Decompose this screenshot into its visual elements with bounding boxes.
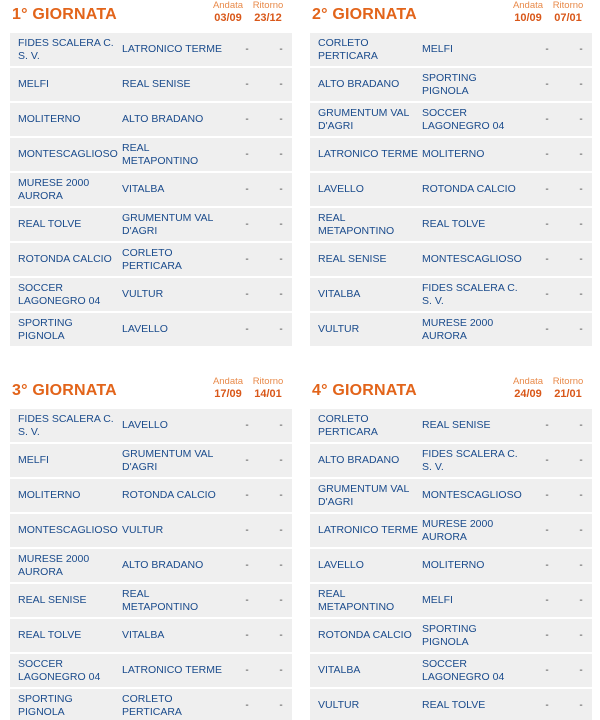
score-andata: -	[245, 184, 249, 195]
andata-label: Andata	[212, 0, 244, 11]
score-andata: -	[245, 289, 249, 300]
away-team: GRUMENTUM VAL D'AGRI	[122, 447, 214, 473]
ritorno-date: 14/01	[254, 388, 282, 400]
away-team: REAL SENISE	[422, 419, 491, 431]
home-team: CORLETO PERTICARA	[318, 412, 378, 438]
andata-column	[208, 0, 248, 25]
match-row	[310, 313, 592, 346]
match-row	[310, 444, 592, 477]
match-row	[310, 243, 592, 276]
away-team: LATRONICO TERME	[122, 43, 222, 55]
round-panel	[10, 376, 292, 720]
score-andata: -	[245, 490, 249, 501]
score-andata: -	[245, 595, 249, 606]
score-ritorno: -	[579, 324, 583, 335]
home-team: REAL TOLVE	[18, 218, 82, 230]
match-row	[310, 173, 592, 206]
away-team: GRUMENTUM VAL D'AGRI	[122, 211, 214, 237]
match-row	[10, 444, 292, 477]
score-ritorno: -	[579, 289, 583, 300]
away-team: ROTONDA CALCIO	[122, 489, 216, 501]
home-team: GRUMENTUM VAL D'AGRI	[318, 482, 410, 508]
away-team: VULTUR	[122, 288, 164, 300]
match-row	[310, 208, 592, 241]
andata-label: Andata	[512, 376, 544, 387]
match-row	[10, 689, 292, 720]
away-team: MELFI	[422, 43, 453, 55]
score-ritorno: -	[279, 525, 283, 536]
match-row	[310, 33, 592, 66]
andata-column	[508, 376, 548, 401]
score-andata: -	[545, 184, 549, 195]
home-team: SOCCER LAGONEGRO 04	[18, 281, 101, 307]
home-team: LATRONICO TERME	[318, 148, 418, 160]
score-ritorno: -	[579, 79, 583, 90]
match-row	[310, 68, 592, 101]
andata-label: Andata	[212, 376, 244, 387]
score-andata: -	[545, 455, 549, 466]
match-row	[10, 103, 292, 136]
match-row	[310, 584, 592, 617]
score-andata: -	[245, 324, 249, 335]
home-team: ALTO BRADANO	[318, 78, 400, 90]
round-title: 2° GIORNATA	[312, 6, 417, 23]
round-panel	[10, 0, 292, 348]
home-team: VULTUR	[318, 699, 360, 711]
score-andata: -	[545, 149, 549, 160]
match-row	[10, 514, 292, 547]
score-ritorno: -	[279, 254, 283, 265]
score-ritorno: -	[579, 114, 583, 125]
away-team: CORLETO PERTICARA	[122, 692, 182, 718]
score-andata: -	[545, 560, 549, 571]
ritorno-label: Ritorno	[252, 0, 284, 11]
match-row	[310, 514, 592, 547]
score-andata: -	[245, 560, 249, 571]
away-team: CORLETO PERTICARA	[122, 246, 182, 272]
score-ritorno: -	[279, 665, 283, 676]
away-team: LATRONICO TERME	[122, 664, 222, 676]
ritorno-date: 21/01	[554, 388, 582, 400]
ritorno-date: 23/12	[254, 12, 282, 24]
score-andata: -	[545, 490, 549, 501]
andata-date: 24/09	[514, 388, 542, 400]
score-ritorno: -	[279, 455, 283, 466]
round-header	[10, 0, 292, 32]
match-row	[10, 138, 292, 171]
andata-date: 03/09	[214, 12, 242, 24]
away-team: VULTUR	[122, 524, 164, 536]
away-team: ROTONDA CALCIO	[422, 183, 516, 195]
andata-column	[508, 0, 548, 25]
andata-date: 17/09	[214, 388, 242, 400]
match-row	[310, 479, 592, 512]
match-row	[10, 619, 292, 652]
away-team: REAL SENISE	[122, 78, 191, 90]
away-team: REAL TOLVE	[422, 218, 486, 230]
score-ritorno: -	[579, 665, 583, 676]
away-team: MELFI	[422, 594, 453, 606]
match-row	[310, 549, 592, 582]
ritorno-column	[248, 376, 288, 401]
score-andata: -	[545, 79, 549, 90]
match-row	[10, 409, 292, 442]
score-ritorno: -	[579, 630, 583, 641]
score-ritorno: -	[279, 219, 283, 230]
home-team: REAL METAPONTINO	[318, 211, 395, 237]
score-andata: -	[545, 114, 549, 125]
score-ritorno: -	[279, 79, 283, 90]
match-row	[10, 33, 292, 66]
away-team: LAVELLO	[122, 323, 168, 335]
score-andata: -	[245, 79, 249, 90]
match-row	[10, 584, 292, 617]
score-ritorno: -	[579, 560, 583, 571]
ritorno-label: Ritorno	[552, 0, 584, 11]
match-row	[10, 173, 292, 206]
home-team: VITALBA	[318, 288, 361, 300]
score-ritorno: -	[279, 420, 283, 431]
ritorno-date: 07/01	[554, 12, 582, 24]
home-team: MONTESCAGLIOSO	[18, 148, 118, 160]
home-team: SPORTING PIGNOLA	[18, 316, 73, 342]
home-team: FIDES SCALERA C. S. V.	[18, 412, 114, 438]
match-row	[10, 208, 292, 241]
score-ritorno: -	[279, 490, 283, 501]
ritorno-column	[248, 0, 288, 25]
home-team: REAL TOLVE	[18, 629, 82, 641]
match-row	[310, 103, 592, 136]
score-ritorno: -	[579, 44, 583, 55]
score-andata: -	[545, 219, 549, 230]
away-team: FIDES SCALERA C. S. V.	[422, 281, 518, 307]
home-team: MELFI	[18, 454, 49, 466]
away-team: SPORTING PIGNOLA	[422, 71, 477, 97]
score-ritorno: -	[579, 184, 583, 195]
home-team: MURESE 2000 AURORA	[18, 176, 90, 202]
away-team: REAL TOLVE	[422, 699, 486, 711]
score-ritorno: -	[579, 420, 583, 431]
home-team: LAVELLO	[318, 183, 364, 195]
home-team: MELFI	[18, 78, 49, 90]
match-row	[10, 278, 292, 311]
match-row	[10, 549, 292, 582]
score-ritorno: -	[579, 149, 583, 160]
home-team: REAL METAPONTINO	[318, 587, 395, 613]
match-row	[310, 619, 592, 652]
match-row	[10, 313, 292, 346]
home-team: FIDES SCALERA C. S. V.	[18, 36, 114, 62]
away-team: REAL METAPONTINO	[122, 141, 199, 167]
score-andata: -	[545, 665, 549, 676]
home-team: MONTESCAGLIOSO	[18, 524, 118, 536]
home-team: MOLITERNO	[18, 489, 81, 501]
home-team: LATRONICO TERME	[318, 524, 418, 536]
home-team: REAL SENISE	[318, 253, 387, 265]
score-andata: -	[545, 289, 549, 300]
score-andata: -	[545, 700, 549, 711]
round-header	[310, 0, 592, 32]
away-team: MURESE 2000 AURORA	[422, 517, 494, 543]
ritorno-label: Ritorno	[252, 376, 284, 387]
away-team: MOLITERNO	[422, 559, 485, 571]
match-row	[10, 654, 292, 687]
away-team: SOCCER LAGONEGRO 04	[422, 657, 505, 683]
away-team: REAL METAPONTINO	[122, 587, 199, 613]
away-team: SPORTING PIGNOLA	[422, 622, 477, 648]
round-header	[310, 376, 592, 408]
ritorno-label: Ritorno	[552, 376, 584, 387]
score-andata: -	[545, 324, 549, 335]
home-team: SOCCER LAGONEGRO 04	[18, 657, 101, 683]
away-team: MURESE 2000 AURORA	[422, 316, 494, 342]
andata-label: Andata	[512, 0, 544, 11]
score-andata: -	[245, 44, 249, 55]
score-andata: -	[545, 595, 549, 606]
match-row	[10, 479, 292, 512]
away-team: ALTO BRADANO	[122, 113, 204, 125]
score-ritorno: -	[579, 219, 583, 230]
match-row	[310, 654, 592, 687]
home-team: SPORTING PIGNOLA	[18, 692, 73, 718]
round-title: 4° GIORNATA	[312, 382, 417, 399]
match-row	[310, 409, 592, 442]
home-team: ROTONDA CALCIO	[18, 253, 112, 265]
score-andata: -	[245, 219, 249, 230]
score-ritorno: -	[279, 560, 283, 571]
round-title: 3° GIORNATA	[12, 382, 117, 399]
away-team: ALTO BRADANO	[122, 559, 204, 571]
score-andata: -	[245, 700, 249, 711]
score-ritorno: -	[279, 630, 283, 641]
match-row	[10, 68, 292, 101]
score-ritorno: -	[279, 114, 283, 125]
score-ritorno: -	[279, 184, 283, 195]
andata-column	[208, 376, 248, 401]
andata-date: 10/09	[514, 12, 542, 24]
score-andata: -	[245, 665, 249, 676]
ritorno-column	[548, 376, 588, 401]
home-team: ROTONDA CALCIO	[318, 629, 412, 641]
match-row	[310, 689, 592, 720]
score-andata: -	[545, 630, 549, 641]
away-team: VITALBA	[122, 183, 165, 195]
score-andata: -	[245, 254, 249, 265]
round-header	[10, 376, 292, 408]
home-team: VULTUR	[318, 323, 360, 335]
score-andata: -	[545, 44, 549, 55]
home-team: ALTO BRADANO	[318, 454, 400, 466]
away-team: MOLITERNO	[422, 148, 485, 160]
away-team: FIDES SCALERA C. S. V.	[422, 447, 518, 473]
score-ritorno: -	[279, 289, 283, 300]
score-andata: -	[245, 420, 249, 431]
home-team: VITALBA	[318, 664, 361, 676]
score-andata: -	[245, 114, 249, 125]
score-andata: -	[245, 149, 249, 160]
score-ritorno: -	[279, 324, 283, 335]
round-panel	[310, 376, 592, 720]
away-team: MONTESCAGLIOSO	[422, 253, 522, 265]
home-team: GRUMENTUM VAL D'AGRI	[318, 106, 410, 132]
round-title: 1° GIORNATA	[12, 6, 117, 23]
score-ritorno: -	[279, 700, 283, 711]
score-andata: -	[245, 455, 249, 466]
round-panel	[310, 0, 592, 348]
score-ritorno: -	[579, 490, 583, 501]
home-team: MURESE 2000 AURORA	[18, 552, 90, 578]
away-team: VITALBA	[122, 629, 165, 641]
away-team: LAVELLO	[122, 419, 168, 431]
match-row	[310, 278, 592, 311]
score-ritorno: -	[579, 525, 583, 536]
score-andata: -	[245, 630, 249, 641]
away-team: MONTESCAGLIOSO	[422, 489, 522, 501]
score-ritorno: -	[279, 44, 283, 55]
score-ritorno: -	[579, 595, 583, 606]
home-team: MOLITERNO	[18, 113, 81, 125]
ritorno-column	[548, 0, 588, 25]
home-team: LAVELLO	[318, 559, 364, 571]
score-ritorno: -	[279, 595, 283, 606]
score-andata: -	[245, 525, 249, 536]
home-team: REAL SENISE	[18, 594, 87, 606]
home-team: CORLETO PERTICARA	[318, 36, 378, 62]
score-ritorno: -	[279, 149, 283, 160]
score-andata: -	[545, 254, 549, 265]
away-team: SOCCER LAGONEGRO 04	[422, 106, 505, 132]
score-ritorno: -	[579, 455, 583, 466]
score-andata: -	[545, 525, 549, 536]
score-ritorno: -	[579, 254, 583, 265]
match-row	[10, 243, 292, 276]
match-row	[310, 138, 592, 171]
score-ritorno: -	[579, 700, 583, 711]
score-andata: -	[545, 420, 549, 431]
